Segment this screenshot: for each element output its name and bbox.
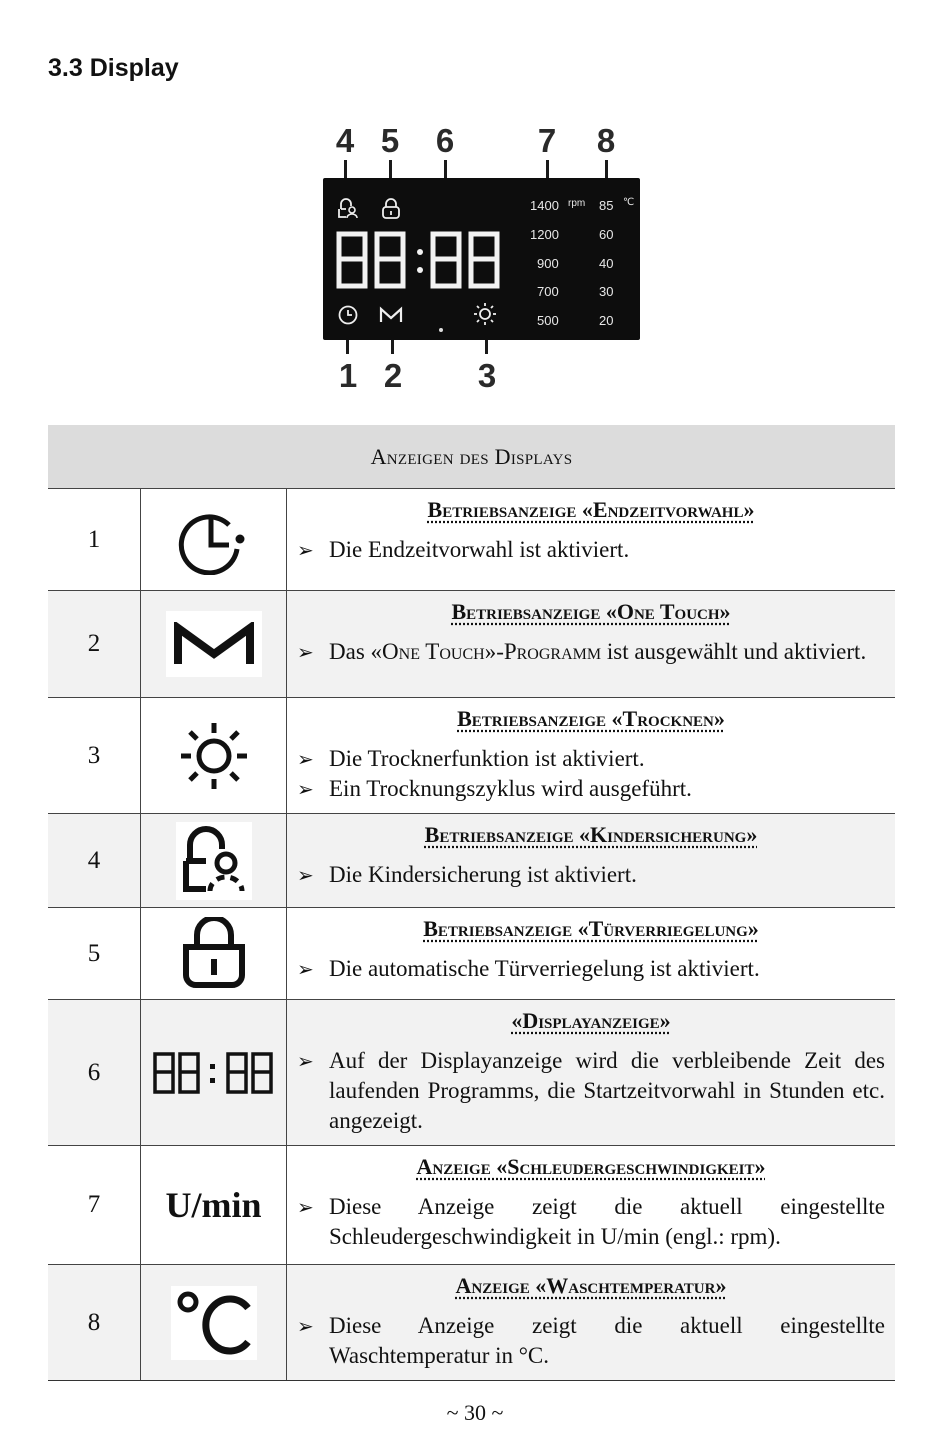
row-title: Anzeige «Waschtemperatur» <box>455 1273 727 1298</box>
section-title: 3.3 Display <box>48 54 179 82</box>
temp-60: 60 <box>599 227 614 242</box>
page-number: ~ 30 ~ <box>446 1400 504 1425</box>
display-indicators-table <box>48 425 895 1381</box>
row-number: 7 <box>48 1146 141 1264</box>
row-icon-cell <box>141 1146 287 1264</box>
bullet: ➢ Auf der Displayanzeige wird die verbleibende Zeit des laufenden Programms, die Startzeitvorwahl in Stunden etc. angezeigt. <box>297 1048 885 1133</box>
row-number: 8 <box>48 1265 141 1380</box>
child-lock-icon <box>337 198 359 220</box>
row-number: 3 <box>48 698 141 813</box>
digit-display-icon <box>152 1051 276 1095</box>
row-title: Betriebsanzeige «Trocknen» <box>457 706 725 731</box>
callout-7: 7 <box>537 122 557 159</box>
callout-5: 5 <box>380 122 400 159</box>
bullet: ➢ Die Trocknerfunktion ist aktiviert. <box>297 746 645 771</box>
row-title: Betriebsanzeige «Endzeitvorwahl» <box>427 497 755 522</box>
bullet: ➢ Das «One Touch»-Programm ist ausgewählt und aktiviert. <box>297 639 867 664</box>
table-row <box>48 489 895 591</box>
lcd-dot <box>439 328 443 332</box>
callout-2: 2 <box>383 357 403 394</box>
table-row <box>48 908 895 1000</box>
row-number: 5 <box>48 908 141 999</box>
row-number: 1 <box>48 489 141 590</box>
lcd-digits <box>333 230 503 292</box>
table-row <box>48 1146 895 1265</box>
temp-40: 40 <box>599 256 614 271</box>
row-title: Anzeige «Schleudergeschwindigkeit» <box>416 1154 766 1179</box>
row-icon-cell <box>141 698 287 813</box>
row-title: Betriebsanzeige «Kindersicherung» <box>424 822 758 847</box>
row-number: 6 <box>48 1000 141 1145</box>
one-touch-icon <box>172 622 256 666</box>
child-lock-icon <box>180 825 248 897</box>
callout-3: 3 <box>477 357 497 394</box>
row-icon-cell <box>141 1265 287 1380</box>
clock-icon <box>177 505 251 575</box>
temp-unit: ℃ <box>623 197 635 208</box>
row-title: Betriebsanzeige «Türverriegelung» <box>423 916 759 941</box>
callout-line-2 <box>391 340 394 354</box>
table-row <box>48 1265 895 1380</box>
table-row <box>48 591 895 698</box>
row-icon-cell <box>141 1000 287 1145</box>
row-icon-cell <box>141 591 287 697</box>
one-touch-icon <box>379 306 403 324</box>
row-title: «Displayanzeige» <box>511 1008 671 1033</box>
row-number: 2 <box>48 591 141 697</box>
celsius-icon <box>174 1288 254 1358</box>
display-diagram <box>320 120 650 400</box>
bullet: ➢ Die Endzeitvorwahl ist aktiviert. <box>297 537 630 562</box>
callout-line-1 <box>346 340 349 354</box>
table-row <box>48 1000 895 1146</box>
temp-30: 30 <box>599 284 614 299</box>
bullet: ➢ Die Kindersicherung ist aktiviert. <box>297 862 637 887</box>
temp-20: 20 <box>599 313 614 328</box>
speed-900: 900 <box>537 256 559 271</box>
callout-8: 8 <box>596 122 616 159</box>
speed-1400: 1400 <box>530 198 559 213</box>
bullet: ➢ Die automatische Türverriegelung ist aktiviert. <box>297 956 760 981</box>
row-icon-cell <box>141 908 287 999</box>
lcd-panel <box>323 178 640 340</box>
bullet: ➢ Diese Anzeige zeigt die aktuell eingestellte Waschtemperatur in °C. <box>297 1313 885 1368</box>
temp-85: 85 <box>599 198 614 213</box>
callout-6: 6 <box>435 122 455 159</box>
row-icon-cell <box>141 814 287 907</box>
row-icon-cell <box>141 489 287 590</box>
padlock-icon <box>381 198 401 220</box>
sun-icon <box>473 302 497 326</box>
row-title: Betriebsanzeige «One Touch» <box>451 599 731 624</box>
table-header: Anzeigen des Displays <box>48 425 895 489</box>
callout-4: 4 <box>335 122 355 159</box>
table-row <box>48 814 895 908</box>
speed-1200: 1200 <box>530 227 559 242</box>
row-number: 4 <box>48 814 141 907</box>
bullet: ➢ Diese Anzeige zeigt die aktuell eingestellte Schleudergeschwindigkeit in U/min (engl.: rpm). <box>297 1194 885 1249</box>
speed-500: 500 <box>537 313 559 328</box>
sun-icon <box>179 721 249 791</box>
callout-1: 1 <box>338 357 358 394</box>
u-min-label: U/min <box>165 1185 262 1225</box>
table-row <box>48 698 895 814</box>
speed-unit: rpm <box>568 198 586 209</box>
callout-line-3 <box>485 340 488 354</box>
speed-700: 700 <box>537 284 559 299</box>
bullet: ➢ Ein Trocknungszyklus wird ausgeführt. <box>297 776 692 801</box>
clock-icon <box>337 304 359 326</box>
padlock-icon <box>181 917 247 991</box>
